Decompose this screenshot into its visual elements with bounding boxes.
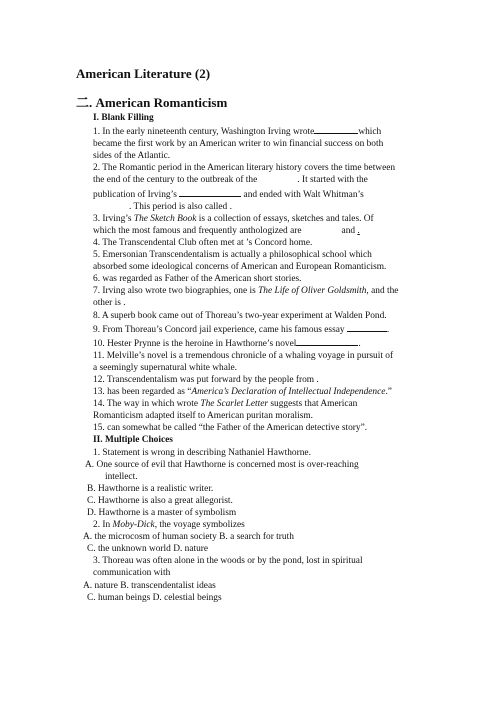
question-15: 15. can somewhat be called “the Father of the American detective story”.	[93, 423, 368, 434]
section-title: American Romanticism	[95, 95, 228, 110]
question-2: 2. The Romantic period in the American literary history covers the time between	[93, 163, 396, 174]
question-5: 5. Emersonian Transcendentalism is actually a philosophical school which	[93, 250, 372, 261]
mc-question-3: 3. Thoreau was often alone in the woods or by the pond, lost in spiritual	[93, 556, 363, 567]
question-13: 13. has been regarded as “America’s Declaration of Intellectual Independence.”	[93, 387, 392, 398]
question-2-cont: . This period is also called .	[129, 201, 232, 212]
question-11-cont: a seemingly supernatural white whale.	[93, 362, 237, 373]
document-title: American Literature (2)	[76, 66, 211, 81]
part2-heading: II. Multiple Choices	[93, 435, 173, 446]
question-11: 11. Melville’s novel is a tremendous chronicle of a whaling voyage in pursuit of	[93, 350, 394, 361]
question-5-cont: absorbed some ideological concerns of American and European Romanticism.	[93, 262, 387, 273]
mc-option-b: B. Hawthorne is a realistic writer.	[87, 483, 214, 494]
mc-option-c: C. Hawthorne is also a great allegorist.	[87, 495, 233, 506]
question-7-cont: other is .	[93, 298, 126, 309]
mc-options-line: C. human beings D. celestial beings	[87, 592, 222, 603]
question-10: 10. Hester Prynne is the heroine in Hawthorne’s novel .	[93, 336, 433, 350]
question-1-cont: became the first work by an American writer to win financial success on both	[93, 139, 384, 150]
mc-question-3-cont: communication with	[93, 568, 171, 579]
section-number: 二.	[76, 95, 93, 110]
question-1: 1. In the early nineteenth century, Washington Irving wrote which	[93, 124, 433, 138]
answer-blank	[347, 322, 387, 332]
part1-heading: I. Blank Filling	[93, 113, 154, 123]
answer-blank	[179, 187, 241, 197]
question-14-cont: Romanticism adapted itself to American puritan moralism.	[93, 411, 314, 422]
question-8: 8. A superb book came out of Thoreau’s two-year experiment at Walden Pond.	[93, 310, 387, 321]
question-7: 7. Irving also wrote two biographies, one is The Life of Oliver Goldsmith, and the	[93, 286, 399, 297]
question-2-cont: the end of the century to the outbreak of the . It started with the	[93, 175, 368, 186]
answer-blank	[296, 336, 358, 346]
question-6: 6. was regarded as Father of the American short stories.	[93, 274, 302, 285]
mc-options-line: A. the microcosm of human society B. a search for truth	[83, 532, 294, 543]
question-3-cont: which the most famous and frequently anthologized are and .	[93, 225, 360, 236]
question-4: 4. The Transcendental Club often met at ’s Concord home.	[93, 237, 313, 248]
question-list	[83, 112, 433, 604]
mc-question-2: 2. In Moby-Dick, the voyage symbolizes	[93, 520, 245, 531]
question-14: 14. The way in which wrote The Scarlet Letter suggests that American	[93, 399, 358, 410]
answer-blank	[314, 124, 358, 134]
question-12: 12. Transcendentalism was put forward by the people from .	[93, 374, 319, 385]
mc-options-line: A. nature B. transcendentalist ideas	[83, 580, 216, 591]
mc-option-d: D. Hawthorne is a master of symbolism	[87, 508, 237, 518]
mc-option-a: A. One source of evil that Hawthorne is concerned most is over-reaching	[85, 459, 359, 470]
section-heading	[76, 92, 227, 111]
mc-option-a-cont: intellect.	[105, 471, 138, 482]
question-2-cont: publication of Irving’s and ended with Walt Whitman’s	[93, 187, 433, 201]
question-3: 3. Irving’s The Sketch Book is a collection of essays, sketches and tales. Of	[93, 213, 374, 224]
mc-options-line: C. the unknown world D. nature	[87, 544, 209, 555]
question-9: 9. From Thoreau’s Concord jail experience, came his famous essay .	[93, 322, 433, 336]
mc-question-1: 1. Statement is wrong in describing Nathaniel Hawthorne.	[93, 447, 311, 458]
question-1-cont: sides of the Atlantic.	[93, 151, 171, 162]
